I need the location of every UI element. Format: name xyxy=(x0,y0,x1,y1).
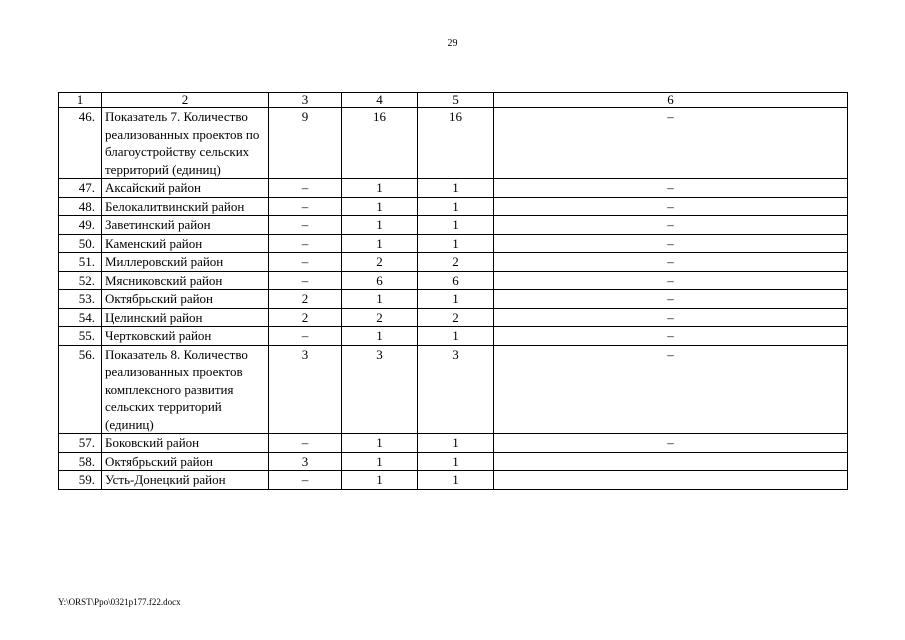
row-col6-value: – xyxy=(494,271,848,290)
header-cell-4: 4 xyxy=(342,93,418,108)
row-number: 59. xyxy=(59,471,102,490)
row-col4-value: 1 xyxy=(342,434,418,453)
row-col5-value: 3 xyxy=(418,345,494,434)
header-cell-5: 5 xyxy=(418,93,494,108)
row-name: Усть-Донецкий район xyxy=(102,471,269,490)
table-row xyxy=(59,308,848,327)
row-col6-value: – xyxy=(494,179,848,198)
row-name: Чертковский район xyxy=(102,327,269,346)
row-col6-value: – xyxy=(494,345,848,434)
row-col6-value: – xyxy=(494,108,848,179)
row-col5-value: 1 xyxy=(418,290,494,309)
row-col6-value: – xyxy=(494,197,848,216)
table-row xyxy=(59,434,848,453)
row-col3-value: – xyxy=(269,197,342,216)
row-col4-value: 1 xyxy=(342,327,418,346)
row-name: Октябрьский район xyxy=(102,452,269,471)
row-col4-value: 1 xyxy=(342,290,418,309)
file-path-footer: Y:\ORST\Ppo\0321p177.f22.docx xyxy=(58,597,181,607)
row-col6-value: – xyxy=(494,253,848,272)
row-col6-value: – xyxy=(494,327,848,346)
row-col5-value: 1 xyxy=(418,471,494,490)
row-number: 50. xyxy=(59,234,102,253)
table-row xyxy=(59,108,848,179)
row-number: 47. xyxy=(59,179,102,198)
row-col6-value: – xyxy=(494,234,848,253)
row-col5-value: 2 xyxy=(418,308,494,327)
row-col4-value: 1 xyxy=(342,197,418,216)
row-col4-value: 2 xyxy=(342,308,418,327)
header-cell-3: 3 xyxy=(269,93,342,108)
row-number: 53. xyxy=(59,290,102,309)
row-col3-value: – xyxy=(269,471,342,490)
row-col4-value: 1 xyxy=(342,471,418,490)
row-col5-value: 1 xyxy=(418,197,494,216)
row-number: 56. xyxy=(59,345,102,434)
row-col4-value: 2 xyxy=(342,253,418,272)
row-number: 52. xyxy=(59,271,102,290)
table-row xyxy=(59,179,848,198)
table-row xyxy=(59,452,848,471)
row-col4-value: 1 xyxy=(342,216,418,235)
row-col5-value: 1 xyxy=(418,434,494,453)
table-row xyxy=(59,345,848,434)
row-col3-value: – xyxy=(269,271,342,290)
row-col6-value: – xyxy=(494,216,848,235)
row-number: 57. xyxy=(59,434,102,453)
row-col5-value: 1 xyxy=(418,327,494,346)
data-table xyxy=(58,92,848,490)
row-name: Белокалитвинский район xyxy=(102,197,269,216)
table-row xyxy=(59,197,848,216)
row-number: 49. xyxy=(59,216,102,235)
row-name: Каменский район xyxy=(102,234,269,253)
row-name: Показатель 8. Количество реализованных проектов комплексного развития сельских территорий (единиц) xyxy=(102,345,269,434)
row-col5-value: 1 xyxy=(418,179,494,198)
row-name: Целинский район xyxy=(102,308,269,327)
row-col5-value: 16 xyxy=(418,108,494,179)
row-col4-value: 3 xyxy=(342,345,418,434)
table-row xyxy=(59,327,848,346)
row-col5-value: 2 xyxy=(418,253,494,272)
row-col3-value: – xyxy=(269,327,342,346)
row-col6-value xyxy=(494,471,848,490)
row-name: Мясниковский район xyxy=(102,271,269,290)
row-col3-value: – xyxy=(269,434,342,453)
row-number: 48. xyxy=(59,197,102,216)
row-col4-value: 1 xyxy=(342,452,418,471)
row-col5-value: 1 xyxy=(418,234,494,253)
table-row xyxy=(59,253,848,272)
table-row xyxy=(59,271,848,290)
row-name: Заветинский район xyxy=(102,216,269,235)
row-col5-value: 1 xyxy=(418,452,494,471)
row-col3-value: 3 xyxy=(269,345,342,434)
table-row xyxy=(59,290,848,309)
row-name: Боковский район xyxy=(102,434,269,453)
row-col4-value: 1 xyxy=(342,234,418,253)
table-row xyxy=(59,216,848,235)
table-row xyxy=(59,234,848,253)
row-number: 51. xyxy=(59,253,102,272)
row-col3-value: 2 xyxy=(269,290,342,309)
row-col3-value: – xyxy=(269,253,342,272)
row-col5-value: 6 xyxy=(418,271,494,290)
row-col4-value: 1 xyxy=(342,179,418,198)
page-number: 29 xyxy=(447,38,458,49)
row-name: Аксайский район xyxy=(102,179,269,198)
row-col3-value: – xyxy=(269,216,342,235)
row-col3-value: – xyxy=(269,234,342,253)
row-col4-value: 6 xyxy=(342,271,418,290)
row-col6-value: – xyxy=(494,308,848,327)
row-number: 58. xyxy=(59,452,102,471)
row-col3-value: 3 xyxy=(269,452,342,471)
row-col6-value: – xyxy=(494,434,848,453)
row-number: 55. xyxy=(59,327,102,346)
table-row xyxy=(59,471,848,490)
row-col6-value: – xyxy=(494,290,848,309)
row-col6-value xyxy=(494,452,848,471)
header-cell-6: 6 xyxy=(494,93,848,108)
row-name: Октябрьский район xyxy=(102,290,269,309)
header-row xyxy=(59,93,848,108)
row-number: 46. xyxy=(59,108,102,179)
header-cell-2: 2 xyxy=(102,93,269,108)
row-col4-value: 16 xyxy=(342,108,418,179)
row-name: Миллеровский район xyxy=(102,253,269,272)
row-col3-value: 2 xyxy=(269,308,342,327)
row-name: Показатель 7. Количество реализованных проектов по благоустройству сельских территорий (единиц) xyxy=(102,108,269,179)
row-col3-value: 9 xyxy=(269,108,342,179)
row-number: 54. xyxy=(59,308,102,327)
row-col3-value: – xyxy=(269,179,342,198)
header-cell-1: 1 xyxy=(59,93,102,108)
row-col5-value: 1 xyxy=(418,216,494,235)
